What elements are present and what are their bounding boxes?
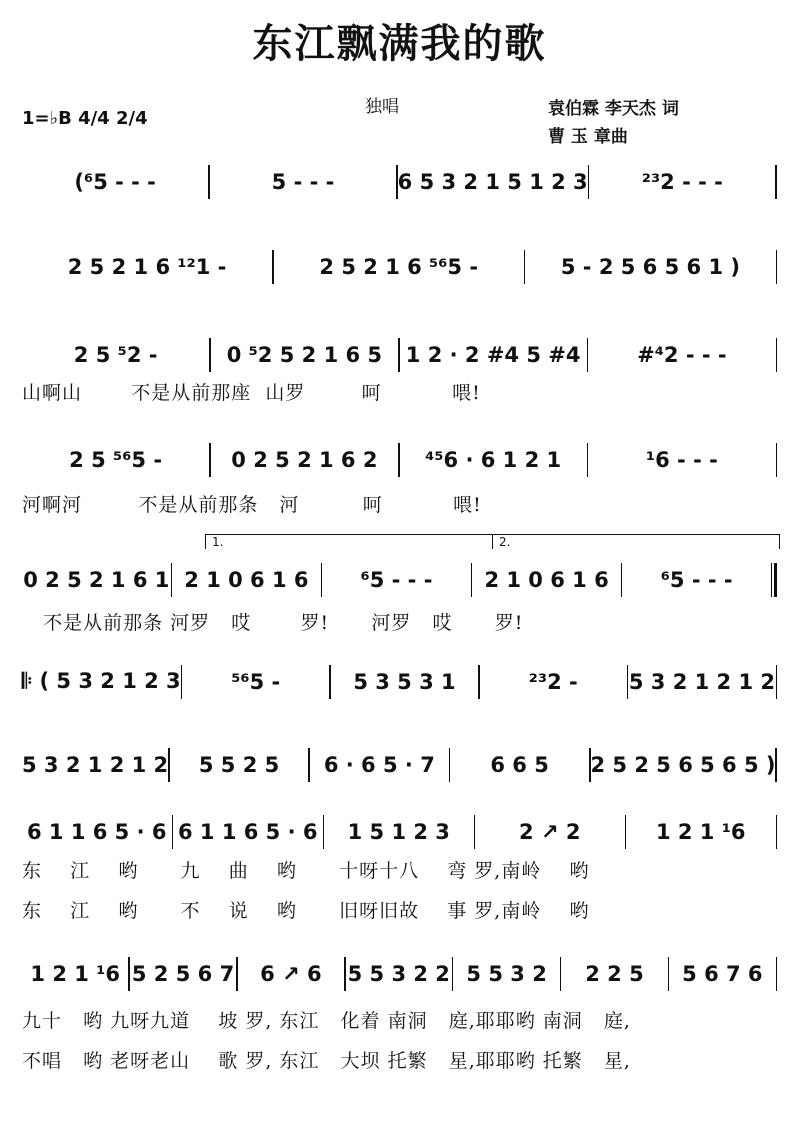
measure: 5 6 7 6	[682, 961, 763, 986]
measure: 5 3 5 3 1	[353, 669, 456, 694]
measure: 2 2 5	[585, 961, 644, 986]
lyrics-line: 东 江 哟 不 说 哟 旧呀旧故 事 罗,南岭 哟	[22, 900, 590, 922]
measure: 2 5 2 5 6 5 6 5 )	[590, 752, 776, 777]
lyrics-line: 河啊河 不是从前那条 河 呵 喂!	[22, 494, 482, 516]
measure: 0 2 5 2 1 6 1	[23, 567, 170, 592]
measure: 1 2 1 ¹6	[30, 961, 120, 986]
measure: 6 ↗ 6	[260, 961, 322, 986]
measure: 1 2 · 2 #4 5 #4	[405, 342, 581, 367]
composer: 曹 玉 章曲	[548, 127, 628, 147]
notation-staff	[22, 443, 777, 477]
bar-line	[775, 165, 777, 199]
measure: 1 5 1 2 3	[347, 819, 450, 844]
measure: 1 2 1 ¹6	[655, 819, 746, 844]
measure: ²³2 - - -	[641, 169, 723, 194]
measure: 5 5 2 5	[198, 752, 280, 777]
measure: 5 2 5 6 7	[131, 961, 235, 986]
bar-line	[776, 338, 778, 372]
measure: 5 - - -	[271, 169, 335, 194]
measure: 2 ↗ 2	[519, 819, 581, 844]
notation-staff	[22, 748, 777, 782]
bar-line	[776, 250, 778, 284]
notation-staff	[22, 338, 777, 372]
measure: ⁵⁶5 -	[231, 669, 281, 694]
bar-line	[776, 957, 778, 991]
lyrics-line: 九十 哟 九呀九道 坡 罗, 东江 化着 南洞 庭,耶耶哟 南洞 庭,	[22, 1010, 631, 1032]
measure: 6 · 6 5 · 7	[323, 752, 435, 777]
measure: #⁴2 - - -	[637, 342, 727, 367]
notation-staff	[22, 815, 777, 849]
notation-staff	[22, 165, 777, 199]
bar-line	[771, 563, 777, 597]
measure: 0 ⁵2 5 2 1 6 5	[226, 342, 383, 367]
measure: ²³2 -	[528, 669, 578, 694]
lyrics-line: 东 江 哟 九 曲 哟 十呀十八 弯 罗,南岭 哟	[22, 860, 590, 882]
measure: 6 5 3 2 1 5 1 2 3	[397, 169, 588, 194]
measure: 2 1 0 6 1 6	[484, 567, 609, 592]
measure: ⁴⁵6 · 6 1 2 1	[425, 447, 562, 472]
performance-type: 独唱	[365, 97, 399, 117]
bar-line	[776, 443, 778, 477]
measure: 6 1 1 6 5 · 6	[26, 819, 167, 844]
notation-staff	[22, 250, 777, 284]
measure: ⁶5 - - -	[660, 567, 733, 592]
measure: 2 5 ⁵⁶5 -	[69, 447, 163, 472]
measure: 5 5 3 2	[466, 961, 547, 986]
measure: ¹6 - - -	[645, 447, 718, 472]
volta-1: 1.	[205, 534, 492, 549]
lyrics-line: 山啊山 不是从前那座 山罗 呵 喂!	[22, 382, 481, 404]
volta-2: 2.	[492, 534, 780, 549]
measure: 6 6 5	[490, 752, 549, 777]
bar-line	[775, 748, 777, 782]
measure: 2 5 2 1 6 ¹²1 -	[67, 254, 227, 279]
measure: 2 5 ⁵2 -	[73, 342, 158, 367]
measure: 6 1 1 6 5 · 6	[177, 819, 318, 844]
lyrics-line: 不是从前那条 河罗 哎 罗! 河罗 哎 罗!	[22, 612, 524, 634]
measure: ⁶5 - - -	[360, 567, 433, 592]
notation-staff	[22, 563, 777, 597]
measure: (⁶5 - - -	[74, 169, 156, 194]
song-title: 东江飘满我的歌	[252, 20, 547, 67]
lyricists: 袁伯霖 李天杰 词	[548, 99, 679, 119]
measure: 5 - 2 5 6 5 6 1 )	[560, 254, 740, 279]
bar-line	[776, 815, 778, 849]
notation-staff	[22, 957, 777, 991]
key-signature: 1=♭B 4/4 2/4	[22, 108, 148, 129]
measure: 2 1 0 6 1 6	[184, 567, 309, 592]
bar-line	[776, 665, 778, 699]
measure: 2 5 2 1 6 ⁵⁶5 -	[319, 254, 479, 279]
notation-staff	[22, 665, 777, 699]
measure: 0 2 5 2 1 6 2	[231, 447, 378, 472]
measure: 5 3 2 1 2 1 2	[22, 752, 169, 777]
measure: 5 3 2 1 2 1 2	[628, 669, 775, 694]
lyrics-line: 不唱 哟 老呀老山 歌 罗, 东江 大坝 托繁 星,耶耶哟 托繁 星,	[22, 1050, 631, 1072]
measure: 5 5 3 2 2	[347, 961, 450, 986]
measure: 𝄆 ( 5 3 2 1 2 3	[22, 669, 181, 693]
